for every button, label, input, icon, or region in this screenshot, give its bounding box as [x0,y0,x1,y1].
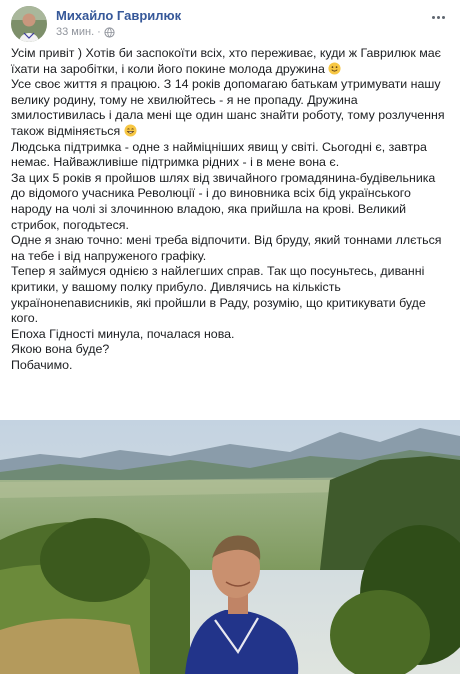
post-paragraph: Одне я знаю точно: мені треба відпочити. Від бруду, який тоннами ллється на тебе і від напруженого графіку. [11,233,442,263]
more-options-icon[interactable] [428,10,448,24]
post-paragraph: Побачимо. [11,357,73,372]
meta-separator: · [97,26,101,38]
smiling-face-emoji-icon [328,62,341,75]
post-paragraph: За цих 5 років я пройшов шлях від звичайного громадянина-будівельника до відомого учасника Революції - і до виновника всіх бід українського народу на чолі зі злочинною владою, яка прийшла на крові. Великий стрибок, погодьтеся. [11,170,436,232]
post-paragraph: Якою вона буде? [11,342,110,357]
post-paragraph: Усе своє життя я працюю. З 14 років допомагаю батькам утримувати нашу велику родину, тому не хвилюйтесь - я не пропаду. Дружина змилостивилась і дала мені ще один шанс знайти роботу, тому розлучення також відміняється [11,77,445,138]
author-avatar[interactable] [11,6,47,42]
avatar-image [11,6,47,42]
post-time[interactable]: 33 мин. [56,26,95,38]
photo-image [0,420,460,674]
post-header [0,0,460,44]
post-text [11,46,449,373]
grinning-face-emoji-icon [124,124,137,137]
globe-icon[interactable] [104,27,115,38]
post-paragraph: Епоха Гідності минула, почалася нова. [11,326,235,341]
author-name[interactable]: Михайло Гаврилюк [56,8,182,23]
post-photo[interactable] [0,420,460,674]
post-paragraph: Тепер я займуся однією з найлегших справ. Так що посуньтесь, диванні критики, у вашому полку прибуло. Дивлячись на кількість українонenависників, які пройшли в Раду, розумію, що критикувати буде кого. [11,264,426,326]
post-meta [56,26,115,38]
post-paragraph: Людська підтримка - одне з найміцніших явищ у світі. Сьогодні є, завтра немає. Найважливіше підтримка рідних - і в мене вона є. [11,139,427,170]
post-paragraph: Усім привіт ) Хотів би заспокоїти всіх, хто переживає, куди ж Гаврилюк має їхати на заробітки, і коли його покине молода дружина [11,46,441,76]
